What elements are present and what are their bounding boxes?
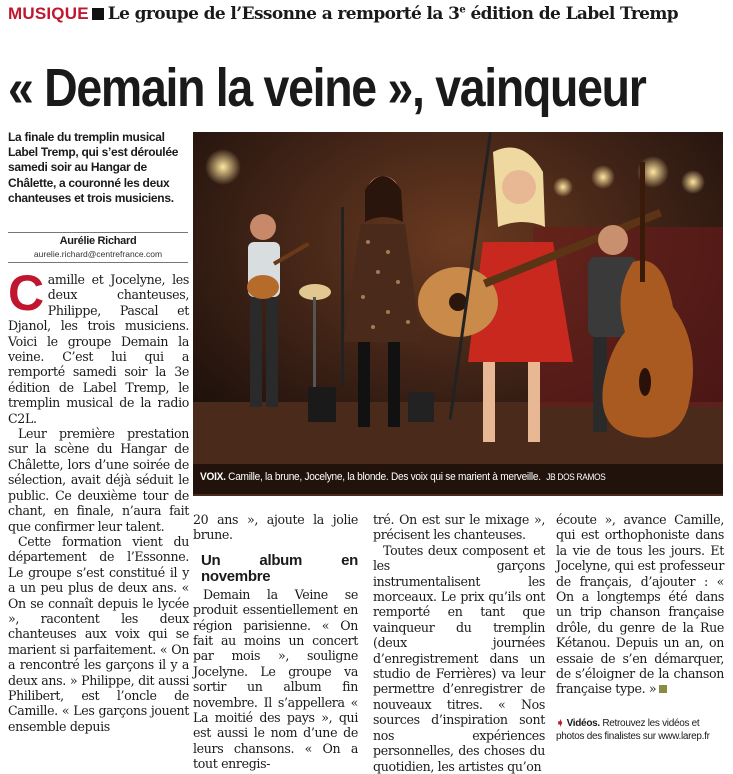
videos-label: Vidéos.: [566, 718, 600, 729]
section-tag: MUSIQUE: [8, 4, 89, 23]
author-divider-top: [8, 232, 188, 233]
photo-credit: JB DOS RAMOS: [546, 472, 606, 482]
col3-paragraph-2: Toutes deux composent et les garçons instrumentalisent les morceaux. Le prix qu’ils ont remporté en tant que vainqueur du tremplin (deux journées d’enregistrement dans un studio de Ferrières) va leur permettre d’enregistrer de nouveaux titres. « Nos sources d’inspiration sont nos expériences personnelles, des choses du quotidien, les artistes qu’on: [373, 542, 545, 774]
body-column-4: [556, 512, 724, 697]
concert-photo-illustration: [193, 132, 723, 496]
concert-photo: [193, 132, 723, 496]
kicker-text-post: édition de Label Tremp: [465, 4, 679, 24]
videos-text[interactable]: Retrouvez les vidéos et photos des finalistes sur www.larep.fr: [556, 718, 710, 742]
standfirst: La finale du tremplin musical Label Tremp, qui s’est déroulée samedi soir au Hangar de Châlette, a couronné les deux chanteuses et trois musiciens.: [8, 130, 179, 205]
kicker-sup: e: [459, 4, 466, 16]
col2-paragraph-1: 20 ans », ajoute la jolie brune.: [193, 512, 358, 543]
col3-paragraph-1: tré. On est sur le mixage », précisent les chanteuses.: [373, 512, 545, 543]
caption-text: Camille, la brune, Jocelyne, la blonde. Des voix qui se marient à merveille.: [228, 471, 541, 483]
headline: « Demain la veine », vainqueur: [8, 58, 646, 118]
arrow-right-icon: ➧: [556, 718, 565, 729]
kicker-text-pre: Le groupe de l’Essonne a remporté la 3: [107, 4, 460, 24]
body-column-2: [193, 512, 358, 772]
col1-paragraph-2: Leur première prestation sur la scène du Hangar de Châlette, lors d’une soirée de sélection, avait déjà séduit le public. Ce deuxième tour de chant, en finale, n’aura fait que confirmer leur talent.: [8, 426, 189, 534]
author-name: Aurélie Richard: [59, 235, 137, 247]
col4-paragraph-1: écoute », avance Camille, qui est orthophoniste dans la vie de tous les jours. Et Jocelyne, qui est professeur de français, d’ajouter : « On a longtemps été dans un trip chanson française drôle, du genre de la Rue Kétanou. Depuis un an, on essaie de s’en démarquer, de s’éloigner de la chanson française type. »: [556, 512, 724, 697]
rubric-line: [8, 4, 728, 26]
col1-paragraph-1: amille et Jocelyne, les deux chanteuses, Philippe, Pascal et Djanol, les trois musiciens. Voici le groupe Demain la veine. C’est lui qui a remporté samedi soir la 3e édition de Label Tremp, le tremplin musical de la radio C2L.: [8, 272, 189, 426]
videos-box[interactable]: [556, 718, 724, 743]
author-email[interactable]: aurelie.richard@centrefrance.com: [33, 249, 163, 259]
end-mark-icon: [659, 685, 667, 693]
col1-paragraph-3: Cette formation vient du département de l’Essonne. Le groupe s’est constitué il y a un peu plus de deux ans. « On se connaît depuis le lycée », racontent les deux chanteuses aux voix qui se marient si parfaitement. « On a rencontré les garçons il y a deux ans. » Philippe, dit aussi Philibert, est l’oncle de Camille. « Les garçons jouent ensemble depuis: [8, 533, 189, 734]
square-bullet-icon: [92, 8, 104, 20]
body-column-3: [373, 512, 545, 774]
caption-label: VOIX.: [200, 471, 226, 483]
author-divider-bottom: [8, 262, 188, 263]
body-column-1: [8, 265, 189, 734]
drop-cap: C: [8, 265, 44, 321]
col2-paragraph-2: Demain la Veine se produit essentiellement en région parisienne. « On fait au moins un concert par mois », souligne Jocelyne. Le groupe va sortir un album fin novembre. Il s’appellera « La moitié des pays », qui est aussi le nom d’une de leurs chansons. « On a tout enregis-: [193, 586, 358, 772]
photo-caption: [200, 471, 678, 483]
kicker: [108, 4, 678, 24]
subheading: Un album en novembre: [201, 551, 358, 585]
